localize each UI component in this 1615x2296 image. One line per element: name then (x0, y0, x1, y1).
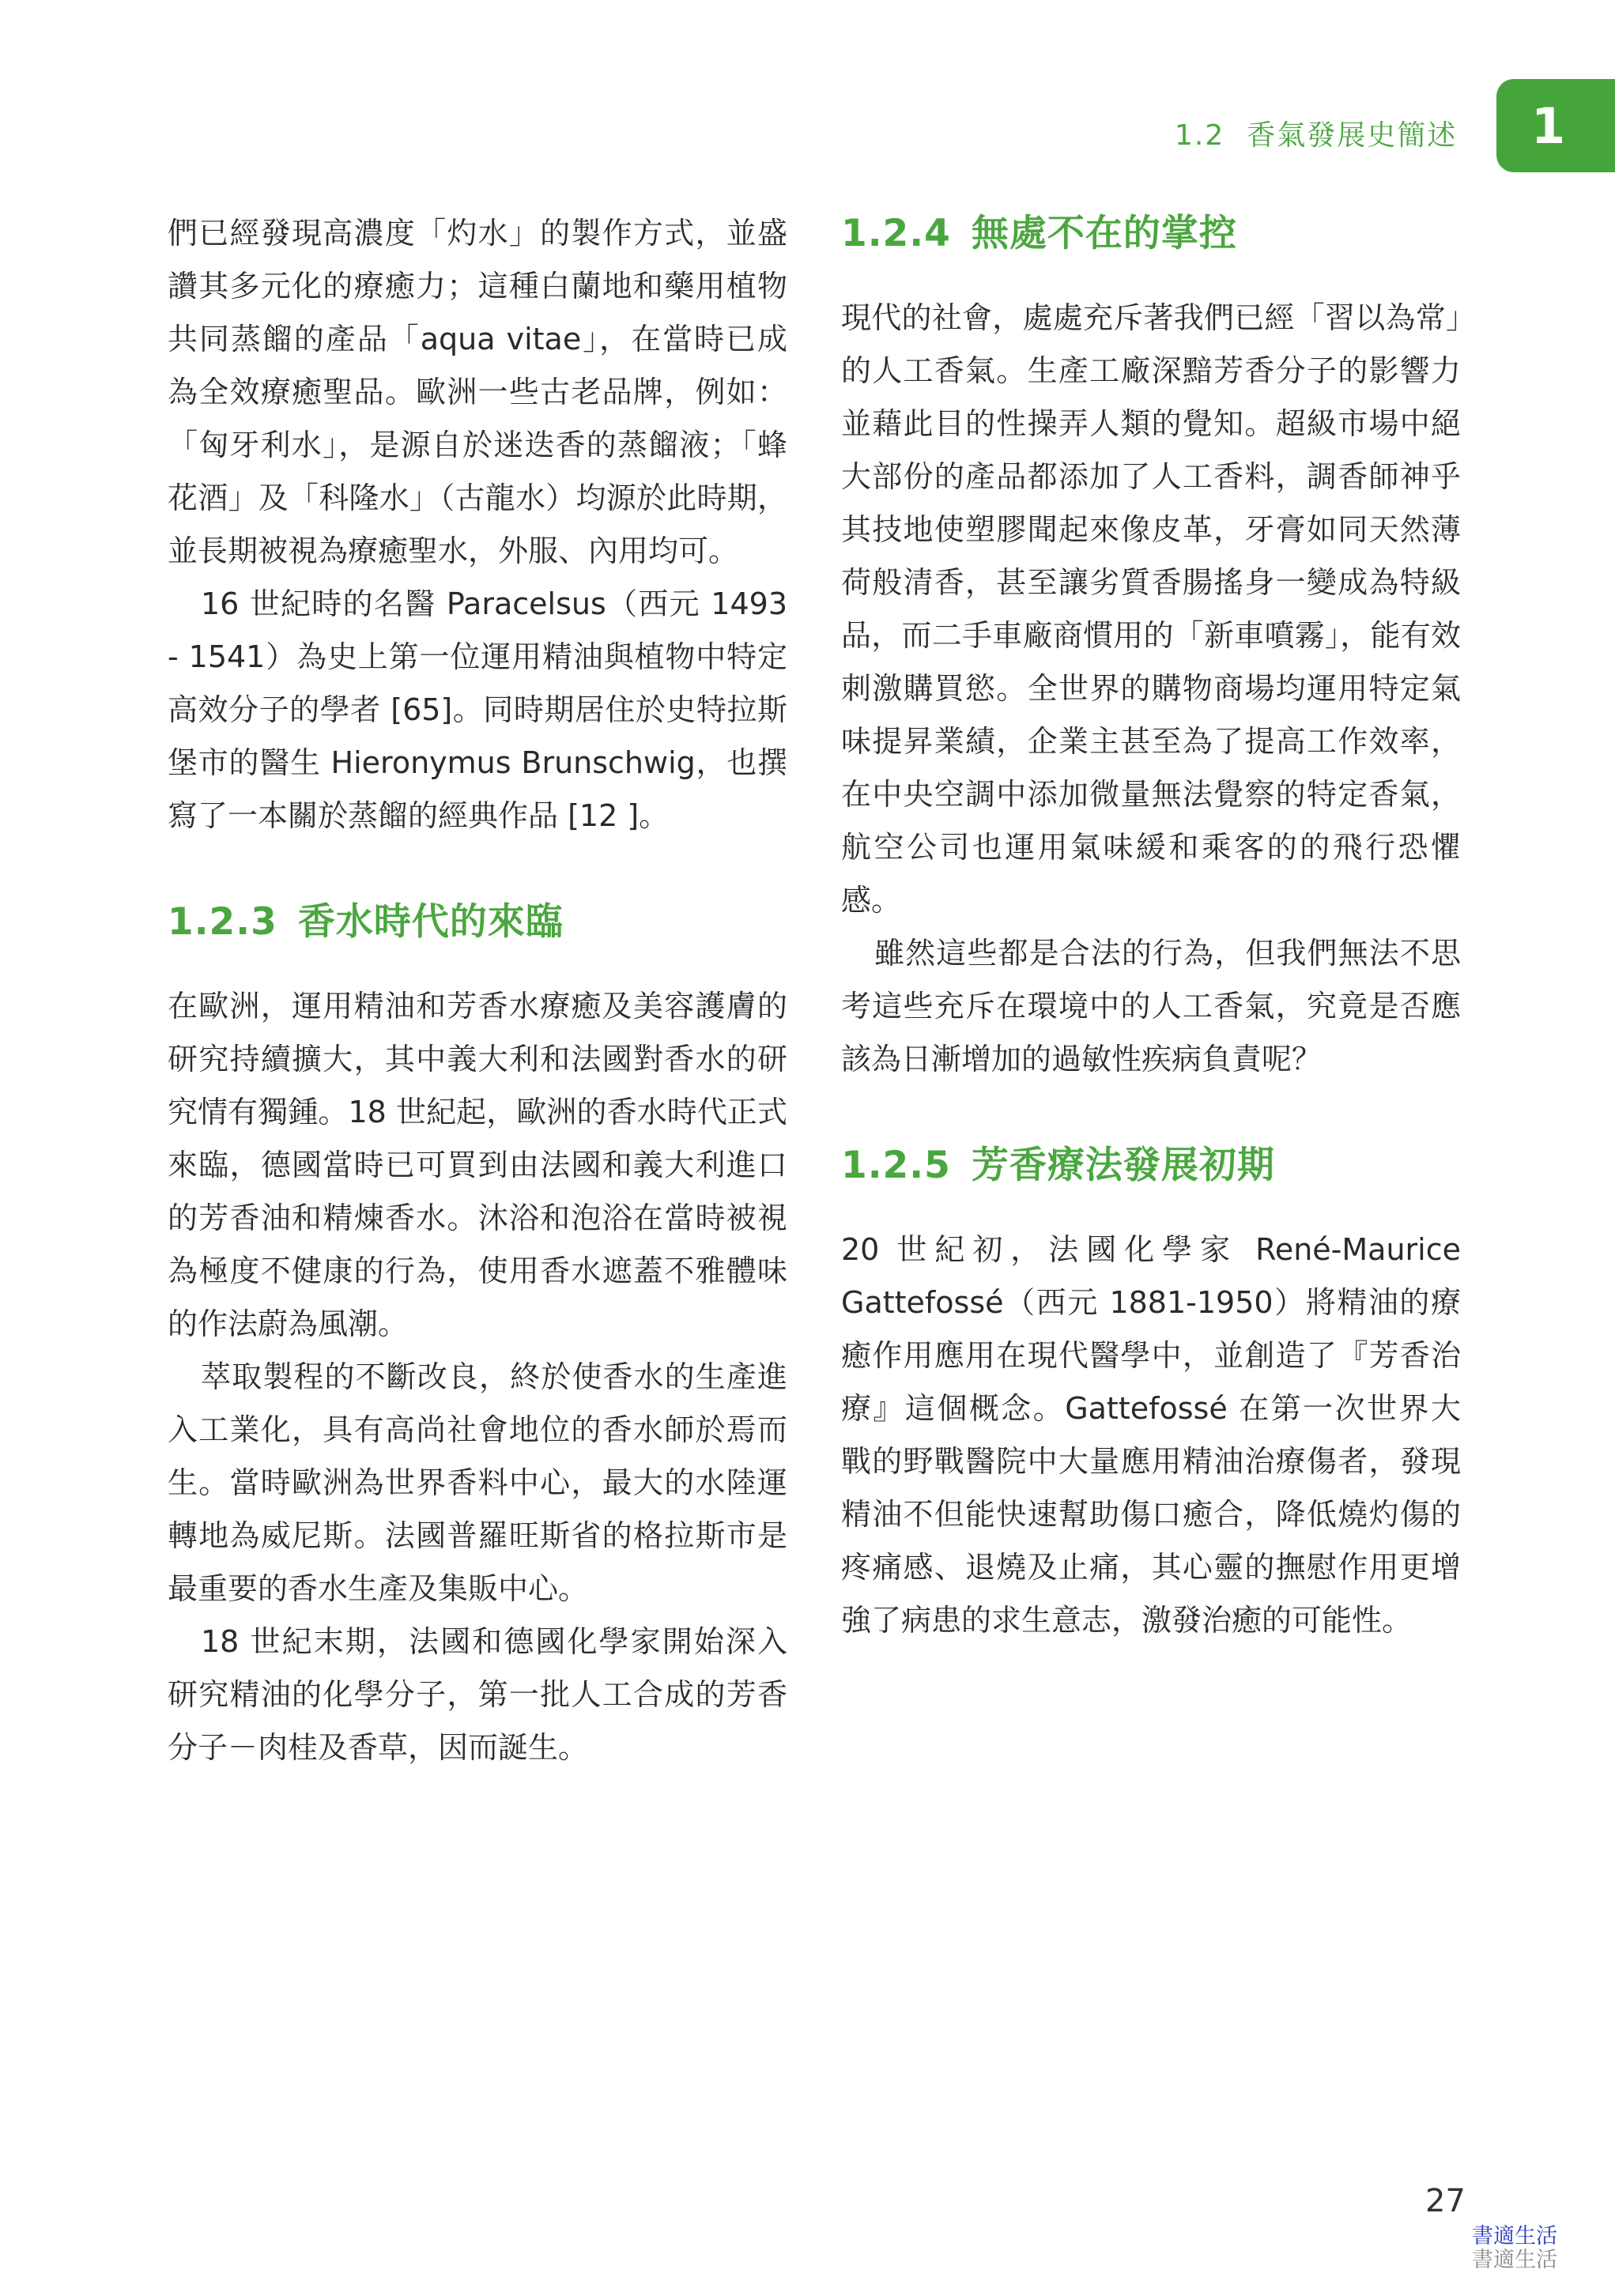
paragraph: 們已經發現高濃度「灼水」的製作方式，並盛讚其多元化的療癒力；這種白蘭地和藥用植物共同蒸餾的產品「aqua vitae」，在當時已成為全效療癒聖品。歐洲一些古老品牌，例如：「匈牙利水」，是源自於迷迭香的蒸餾液；「蜂花酒」及「科隆水」（古龍水）均源於此時期，並長期被視為療癒聖水，外服、內用均可。 (168, 216, 787, 568)
section-number: 1.2.4 (841, 212, 951, 255)
section-heading-1-2-5 (841, 1139, 1461, 1192)
left-column (168, 207, 787, 1774)
section-heading-1-2-4 (841, 207, 1461, 260)
paragraph: 現代的社會，處處充斥著我們已經「習以為常」的人工香氣。生產工廠深黯芳香分子的影響力並藉此目的性操弄人類的覺知。超級市場中絕大部份的產品都添加了人工香料，調香師神乎其技地使塑膠聞起來像皮革，牙膏如同天然薄荷般清香，甚至讓劣質香腸搖身一變成為特級品，而二手車廠商慣用的「新車噴霧」，能有效刺激購買慾。全世界的購物商場均運用特定氣味提昇業績，企業主甚至為了提高工作效率，在中央空調中添加微量無法覺察的特定香氣，航空公司也運用氣味緩和乘客的的飛行恐懼感。 (841, 300, 1461, 918)
running-head-section-number: 1.2 (1175, 119, 1225, 152)
section-number: 1.2.3 (168, 900, 277, 944)
paragraph: 18 世紀末期，法國和德國化學家開始深入研究精油的化學分子，第一批人工合成的芳香分子－肉桂及香草，因而誕生。 (168, 1624, 787, 1765)
running-head (1175, 113, 1457, 153)
chapter-number: 1 (1531, 96, 1566, 155)
running-head-section-title: 香氣發展史簡述 (1247, 119, 1458, 152)
section-number: 1.2.5 (841, 1144, 951, 1187)
paragraph: 20 世紀初，法國化學家 René-Maurice Gattefossé（西元 1881-1950）將精油的療癒作用應用在現代醫學中，並創造了『芳香治療』這個概念。Gattefossé 在第一次世界大戰的野戰醫院中大量應用精油治療傷者，發現精油不但能快速幫助傷口癒合，降低燒灼傷的疼痛感、退燒及止痛，其心靈的撫慰作用更增強了病患的求生意志，激發治癒的可能性。 (841, 1232, 1461, 1638)
section-heading-1-2-3 (168, 895, 787, 948)
watermark: 書適生活 (1472, 2224, 1557, 2249)
section-title: 香水時代的來臨 (297, 900, 564, 944)
paragraph: 萃取製程的不斷改良，終於使香水的生產進入工業化，具有高尚社會地位的香水師於焉而生。當時歐洲為世界香料中心，最大的水陸運轉地為威尼斯。法國普羅旺斯省的格拉斯市是最重要的香水生產及集販中心。 (168, 1359, 787, 1606)
right-column (841, 207, 1461, 1647)
paragraph: 16 世紀時的名醫 Paracelsus（西元 1493 - 1541）為史上第一位運用精油與植物中特定高效分子的學者 [65]。同時期居住於史特拉斯堡市的醫生 Hieronymus Brunschwig，也撰寫了一本關於蒸餾的經典作品 [12 ]。 (168, 586, 787, 833)
section-title: 無處不在的掌控 (971, 212, 1237, 255)
paragraph: 在歐洲，運用精油和芳香水療癒及美容護膚的研究持續擴大，其中義大利和法國對香水的研究情有獨鍾。18 世紀起，歐洲的香水時代正式來臨，德國當時已可買到由法國和義大利進口的芳香油和精煉香水。沐浴和泡浴在當時被視為極度不健康的行為，使用香水遮蓋不雅體味的作法蔚為風潮。 (168, 989, 787, 1341)
chapter-tab (1496, 79, 1615, 172)
paragraph: 雖然這些都是合法的行為，但我們無法不思考這些充斥在環境中的人工香氣，究竟是否應該為日漸增加的過敏性疾病負責呢？ (841, 936, 1461, 1076)
section-title: 芳香療法發展初期 (971, 1144, 1275, 1187)
watermark: 書適生活 (1472, 2248, 1557, 2272)
page-number: 27 (1425, 2183, 1466, 2219)
